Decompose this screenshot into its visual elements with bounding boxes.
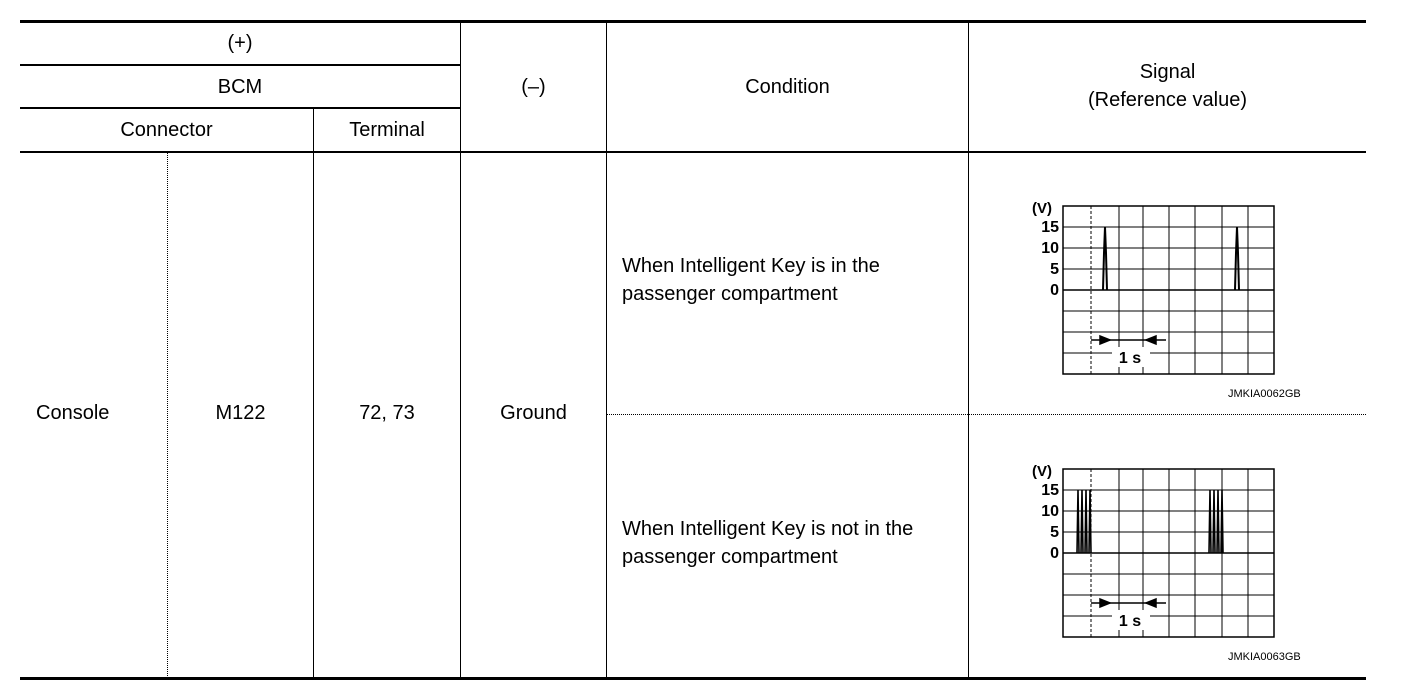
header-terminal: Terminal	[349, 119, 425, 141]
header-signal-line2: (Reference value)	[1088, 89, 1247, 111]
signal-scope-2	[1026, 456, 1286, 641]
scope-2-code: JMKIA0063GB	[1228, 651, 1301, 663]
scope-1-tick-10: 10	[1041, 240, 1059, 257]
header-connector: Connector	[120, 119, 213, 141]
scope-1-time-label: 1 s	[1118, 350, 1142, 367]
condition-2-line1: When Intelligent Key is not in the	[622, 518, 914, 540]
condition-2-text	[622, 515, 962, 573]
scope-2-tick-10: 10	[1041, 503, 1059, 520]
col-divider-terminal	[313, 107, 314, 678]
scope-1-code: JMKIA0062GB	[1228, 388, 1301, 400]
condition-1-text	[622, 252, 962, 310]
scope-1-tick-5: 5	[1050, 261, 1059, 278]
scope-2-time-label: 1 s	[1118, 613, 1142, 630]
scope-2-tick-5: 5	[1050, 524, 1059, 541]
scope-2-tick-15: 15	[1041, 482, 1059, 499]
header-condition: Condition	[745, 75, 830, 98]
row-location: Console	[36, 402, 110, 424]
row-ground: Ground	[500, 402, 567, 424]
row-terminal: 72, 73	[359, 402, 415, 424]
table-bottom-rule	[20, 677, 1366, 680]
header-bottom-rule	[20, 151, 1366, 153]
scope-1-unit: (V)	[1032, 200, 1052, 217]
row-connector: M122	[215, 402, 266, 424]
header-signal	[969, 42, 1366, 130]
signal-scope-1	[1026, 193, 1286, 378]
scope-1-tick-15: 15	[1041, 219, 1059, 236]
condition-2-line2: passenger compartment	[622, 546, 838, 568]
row-divider	[606, 414, 1366, 415]
header-signal-line1: Signal	[1139, 61, 1196, 83]
condition-1-line2: passenger compartment	[622, 283, 838, 305]
header-plus: (+)	[227, 32, 253, 54]
header-bcm: BCM	[217, 75, 263, 98]
header-minus: (–)	[521, 75, 546, 98]
scope-1-tick-0: 0	[1050, 282, 1059, 299]
condition-1-line1: When Intelligent Key is in the	[622, 255, 880, 277]
scope-2-unit: (V)	[1032, 463, 1052, 480]
scope-2-tick-0: 0	[1050, 545, 1059, 562]
